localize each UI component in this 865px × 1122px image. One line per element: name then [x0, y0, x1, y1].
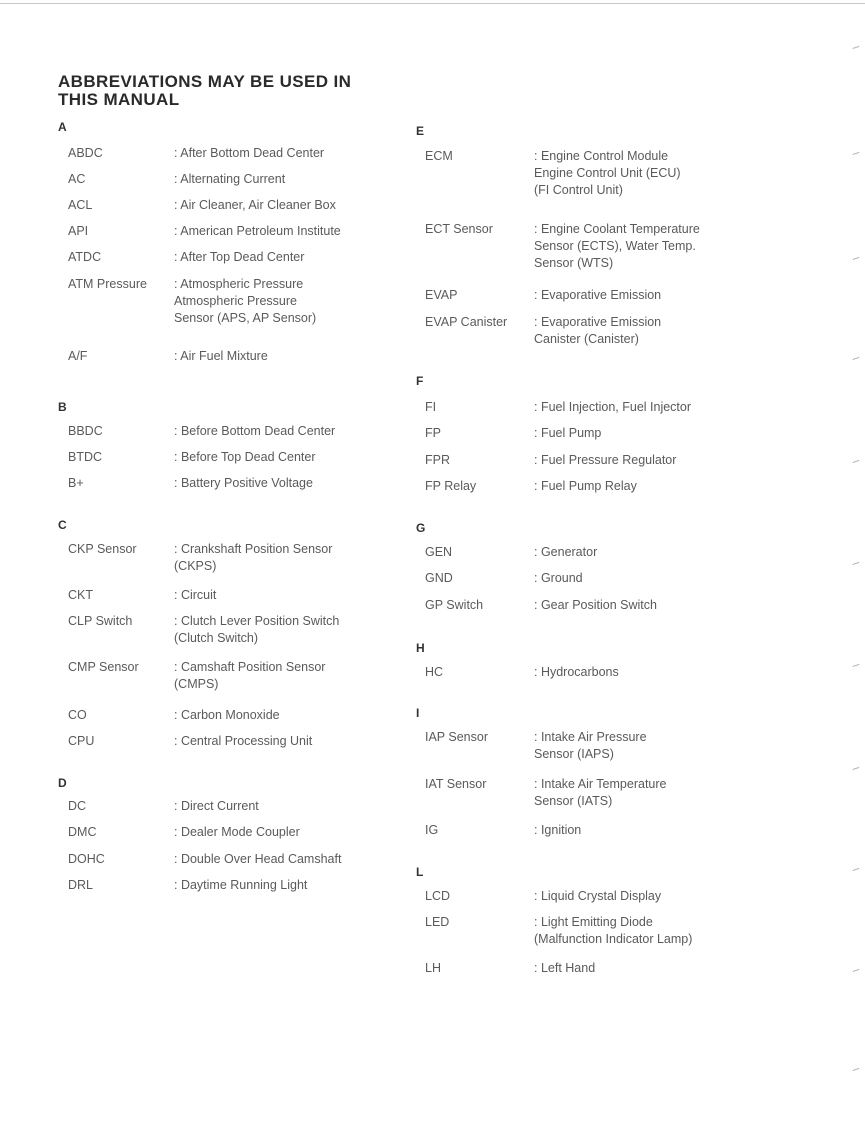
- abbr-term: AC: [68, 172, 86, 186]
- abbr-term: EVAP: [425, 288, 458, 302]
- abbr-term: GND: [425, 571, 453, 585]
- abbr-definition: : Ignition: [534, 823, 582, 837]
- abbr-definition: : Crankshaft Position Sensor (CKPS): [174, 542, 333, 573]
- abbr-definition: : Evaporative Emission: [534, 288, 662, 302]
- abbr-term: DRL: [68, 878, 94, 892]
- abbr-term: FI: [425, 400, 437, 414]
- abbr-term: CO: [68, 708, 87, 722]
- abbr-term: LED: [425, 915, 450, 929]
- abbr-definition: : Intake Air Pressure Sensor (IAPS): [534, 730, 647, 761]
- abbr-term: FP Relay: [425, 479, 477, 493]
- section-letter-c: C: [58, 518, 67, 532]
- abbr-definition: : Left Hand: [534, 961, 596, 975]
- abbr-definition: : Ground: [534, 571, 583, 585]
- abbr-definition: : Before Top Dead Center: [174, 450, 316, 464]
- abbr-definition: : Circuit: [174, 588, 217, 602]
- scan-mark: [852, 149, 860, 155]
- scan-mark: [852, 966, 860, 972]
- section-letter-g: G: [416, 521, 426, 535]
- abbr-definition: : Fuel Pump: [534, 426, 602, 440]
- scan-mark: [852, 43, 860, 49]
- abbr-term: IAP Sensor: [425, 730, 489, 744]
- section-letter-i: I: [416, 706, 420, 720]
- abbr-term: EVAP Canister: [425, 315, 508, 329]
- abbr-term: FP: [425, 426, 441, 440]
- abbr-term: IG: [425, 823, 439, 837]
- abbr-term: B+: [68, 476, 84, 490]
- abbr-definition: : Air Fuel Mixture: [174, 349, 268, 363]
- abbr-definition: : Evaporative Emission Canister (Canister): [534, 315, 662, 346]
- abbr-definition: : Double Over Head Camshaft: [174, 852, 342, 866]
- abbr-term: GP Switch: [425, 598, 484, 612]
- page-title-text: ABBREVIATIONS MAY BE USED IN THIS MANUAL: [58, 72, 352, 109]
- section-letter-a: A: [58, 120, 67, 134]
- abbr-term: DC: [68, 799, 87, 813]
- abbr-definition: : Before Bottom Dead Center: [174, 424, 336, 438]
- abbr-definition: : Engine Coolant Temperature Sensor (ECTS), Water Temp. Sensor (WTS): [534, 222, 700, 270]
- abbr-term: ATM Pressure: [68, 277, 147, 291]
- abbr-definition: : Intake Air Temperature Sensor (IATS): [534, 777, 667, 808]
- section-letter-d: D: [58, 776, 67, 790]
- abbr-definition: : Gear Position Switch: [534, 598, 657, 612]
- abbr-definition: : Direct Current: [174, 799, 259, 813]
- top-border-line: [0, 3, 865, 4]
- scan-mark: [852, 457, 860, 463]
- abbr-term: CPU: [68, 734, 95, 748]
- scan-mark: [852, 354, 860, 360]
- scan-mark: [852, 1065, 860, 1071]
- abbr-definition: : American Petroleum Institute: [174, 224, 341, 238]
- abbr-term: DMC: [68, 825, 97, 839]
- abbr-definition: : Carbon Monoxide: [174, 708, 280, 722]
- section-letter-b: B: [58, 400, 67, 414]
- scan-mark: [852, 559, 860, 565]
- abbr-term: GEN: [425, 545, 453, 559]
- abbr-term: FPR: [425, 453, 450, 467]
- abbr-term: LH: [425, 961, 441, 975]
- abbr-term: API: [68, 224, 89, 238]
- abbr-definition: : Daytime Running Light: [174, 878, 308, 892]
- abbr-term: A/F: [68, 349, 88, 363]
- section-letter-l: L: [416, 865, 424, 879]
- abbr-term: BBDC: [68, 424, 103, 438]
- abbr-definition: : Fuel Pressure Regulator: [534, 453, 677, 467]
- scan-mark: [852, 661, 860, 667]
- abbr-definition: : Liquid Crystal Display: [534, 889, 662, 903]
- section-letter-e: E: [416, 124, 425, 138]
- abbr-definition: : Battery Positive Voltage: [174, 476, 313, 490]
- abbr-term: BTDC: [68, 450, 103, 464]
- abbr-term: ECT Sensor: [425, 222, 493, 236]
- abbr-definition: : Fuel Injection, Fuel Injector: [534, 400, 692, 414]
- abbr-term: ACL: [68, 198, 93, 212]
- abbr-definition: : Alternating Current: [174, 172, 286, 186]
- abbr-definition: : Light Emitting Diode (Malfunction Indicator Lamp): [534, 915, 693, 946]
- abbr-definition: : Fuel Pump Relay: [534, 479, 637, 493]
- abbr-definition: : Hydrocarbons: [534, 665, 619, 679]
- abbr-definition: : After Top Dead Center: [174, 250, 305, 264]
- abbr-definition: : Air Cleaner, Air Cleaner Box: [174, 198, 336, 212]
- abbr-term: HC: [425, 665, 444, 679]
- abbr-term: IAT Sensor: [425, 777, 487, 791]
- section-letter-h: H: [416, 641, 425, 655]
- abbr-definition: : Central Processing Unit: [174, 734, 313, 748]
- abbr-term: CKT: [68, 588, 93, 602]
- abbr-term: ATDC: [68, 250, 102, 264]
- abbr-term: ABDC: [68, 146, 103, 160]
- abbr-term: DOHC: [68, 852, 105, 866]
- abbr-term: CKP Sensor: [68, 542, 137, 556]
- abbr-definition: : Engine Control Module Engine Control Unit (ECU) (FI Control Unit): [534, 149, 681, 197]
- abbr-definition: : Camshaft Position Sensor (CMPS): [174, 660, 326, 691]
- abbr-definition: : After Bottom Dead Center: [174, 146, 325, 160]
- abbr-definition: : Atmospheric Pressure Atmospheric Pressure Sensor (APS, AP Sensor): [174, 277, 317, 325]
- abbr-definition: : Generator: [534, 545, 598, 559]
- abbr-term: ECM: [425, 149, 453, 163]
- scan-mark: [852, 865, 860, 871]
- section-letter-f: F: [416, 374, 424, 388]
- abbr-definition: : Clutch Lever Position Switch (Clutch Switch): [174, 614, 340, 645]
- page-title: [58, 73, 418, 109]
- scan-mark: [852, 254, 860, 260]
- abbr-term: CLP Switch: [68, 614, 133, 628]
- scan-mark: [852, 764, 860, 770]
- abbr-term: LCD: [425, 889, 451, 903]
- abbr-definition: : Dealer Mode Coupler: [174, 825, 300, 839]
- abbr-term: CMP Sensor: [68, 660, 139, 674]
